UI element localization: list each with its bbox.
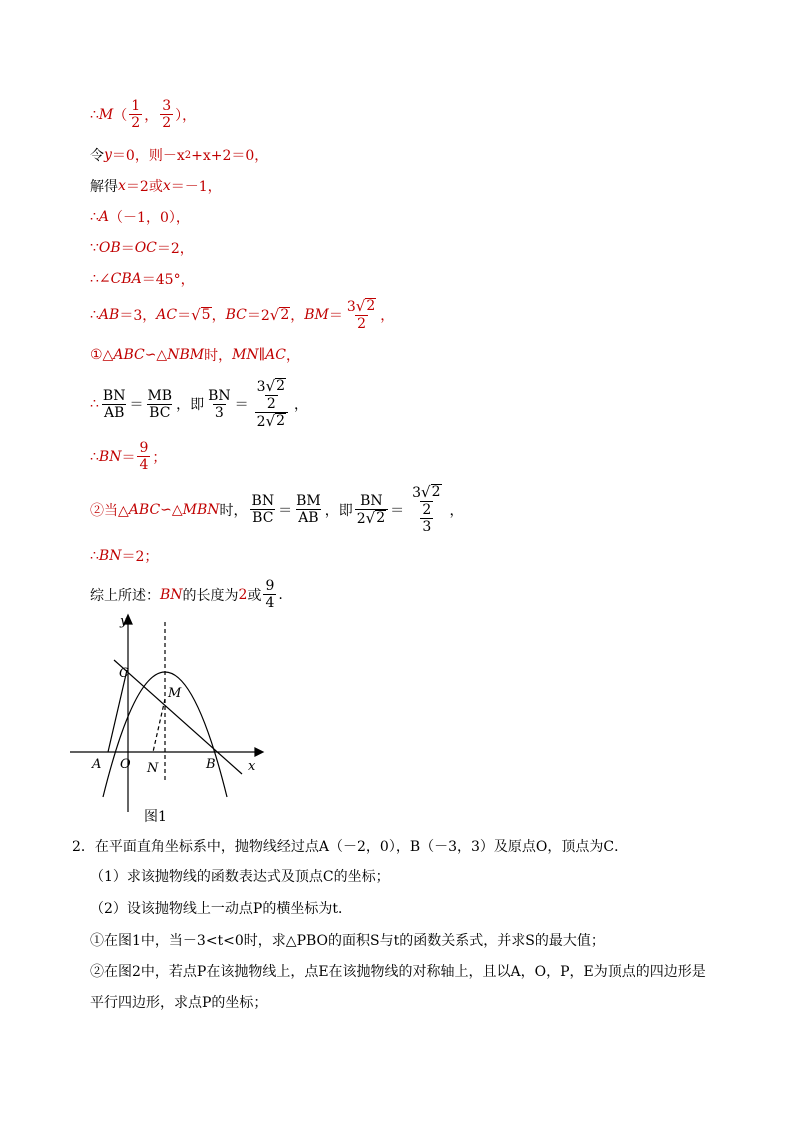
numerator xyxy=(345,298,378,315)
coef: 3 xyxy=(346,299,356,315)
point-label: A xyxy=(98,209,110,225)
figure-caption: 图1 xyxy=(144,809,167,825)
variable: y xyxy=(104,147,112,163)
text: ①△ xyxy=(90,347,114,363)
paren-open: （ xyxy=(113,107,128,124)
sqrt: √ 2 xyxy=(421,483,441,501)
solution-line-10 xyxy=(90,440,166,473)
solution-line-8 xyxy=(90,345,300,365)
text: ，即 xyxy=(324,502,353,519)
point-a-label: A xyxy=(92,757,102,772)
text: ， xyxy=(290,308,305,324)
fraction xyxy=(263,578,276,611)
question-2-part-2-ii: ②在图2中，若点P在该抛物线上，点E在该抛物线的对称轴上，且以A，O，P，E为顶点的四边形是 xyxy=(90,964,706,980)
therefore-symbol: ∴ xyxy=(90,396,99,412)
sqrt: √ 2 xyxy=(269,306,290,324)
fraction xyxy=(255,378,288,412)
text: ∽△ xyxy=(160,501,183,518)
text: . xyxy=(278,586,283,603)
fraction xyxy=(206,388,233,421)
compound-fraction xyxy=(251,378,292,430)
text: 令 xyxy=(90,148,104,164)
numerator xyxy=(255,378,288,395)
numerator: 3 xyxy=(162,98,172,114)
numerator: BN xyxy=(208,387,231,404)
denominator: AB xyxy=(298,510,319,526)
fraction xyxy=(145,388,174,421)
text: ②当△ xyxy=(90,502,129,519)
point-label: M xyxy=(98,106,114,123)
numerator xyxy=(251,378,292,412)
coef: 3 xyxy=(412,485,422,501)
question-2-part-2-ii-cont: 平行四边形，求点P的坐标； xyxy=(90,995,268,1011)
radicand: 2 xyxy=(276,378,286,394)
question-2-part-2: （2）设该抛物线上一动点P的横坐标为t． xyxy=(90,901,352,917)
therefore-symbol: ∴ xyxy=(90,209,99,225)
text: ＝2 xyxy=(246,308,270,324)
text: ＝0，则－x xyxy=(111,148,185,164)
denominator: 2 xyxy=(266,396,276,412)
coef: 2 xyxy=(356,510,366,527)
solution-line-11 xyxy=(90,484,464,535)
figure-1 xyxy=(70,612,270,827)
radicand: 2 xyxy=(366,298,376,314)
point-c-label: C xyxy=(119,666,129,681)
numerator: BM xyxy=(296,493,321,509)
equals: ＝ xyxy=(390,502,405,519)
text: （－1，0）， xyxy=(109,210,190,226)
text: ； xyxy=(152,449,167,466)
coef: 3 xyxy=(256,379,266,395)
denominator: 2 xyxy=(162,115,172,131)
segment: BM xyxy=(304,307,329,323)
text: ＝3， xyxy=(119,308,157,324)
point-n-label: N xyxy=(147,761,159,776)
text: 解得 xyxy=(90,179,118,195)
numerator: BN xyxy=(102,387,126,404)
radicand: 2 xyxy=(280,307,290,323)
sqrt: √ 2 xyxy=(355,297,376,315)
denominator: 2 xyxy=(357,316,367,332)
segment: MN xyxy=(232,347,259,363)
denominator: BC xyxy=(149,404,171,421)
fraction xyxy=(250,493,277,526)
sqrt: √ 2 xyxy=(365,508,386,527)
segment-mn xyxy=(153,699,165,752)
therefore-symbol: ∴ xyxy=(90,548,99,564)
equals: ＝ xyxy=(278,502,293,519)
compound-fraction xyxy=(406,484,447,535)
text: ， xyxy=(380,308,395,324)
solution-line-13 xyxy=(90,578,283,611)
numerator: BN xyxy=(251,493,275,509)
text: +x+2＝0， xyxy=(191,148,269,164)
numerator: 9 xyxy=(265,578,275,594)
solution-line-1 xyxy=(90,98,196,131)
segment: BC xyxy=(225,307,247,323)
text: ＝45°， xyxy=(141,272,195,288)
denominator: 3 xyxy=(214,404,224,421)
sqrt: √ 2 xyxy=(265,377,286,395)
denominator: BC xyxy=(252,510,274,526)
fraction xyxy=(410,484,443,518)
text: ＝2或 xyxy=(125,179,163,195)
denominator: 2 xyxy=(422,502,432,518)
question-2-part-1: （1）求该抛物线的函数表达式及顶点C的坐标； xyxy=(90,869,390,885)
segment: BN xyxy=(160,586,183,603)
solution-line-5 xyxy=(90,238,194,258)
denominator: AB xyxy=(103,404,125,421)
text: ∽△ xyxy=(144,347,168,363)
exponent: 2 xyxy=(184,149,192,161)
equals: ＝ xyxy=(129,397,144,413)
solution-line-4 xyxy=(90,207,190,227)
solution-line-7 xyxy=(90,298,394,332)
segment: OC xyxy=(134,240,157,256)
fraction xyxy=(129,98,142,131)
fraction xyxy=(355,493,388,527)
question-2-part-2-i: ①在图1中，当－3<t<0时，求△PBO的面积S与t的函数关系式，并求S的最大值； xyxy=(90,933,605,949)
therefore-symbol: ∴ xyxy=(90,106,99,123)
triangle: MBN xyxy=(182,501,220,518)
radicand: 2 xyxy=(376,509,386,526)
numerator: MB xyxy=(147,387,173,404)
text: ， xyxy=(211,308,226,324)
text: 时， xyxy=(219,502,248,519)
denominator: 4 xyxy=(265,595,275,611)
text: 综上所述： xyxy=(90,587,160,604)
because-symbol: ∵ xyxy=(90,240,99,256)
question-2-stem: 2．在平面直角坐标系中，抛物线经过点A（－2，0），B（－3，3）及原点O，顶点为C． xyxy=(72,839,629,855)
fraction xyxy=(101,388,128,421)
text: ， xyxy=(449,502,464,519)
solution-line-2 xyxy=(90,145,268,165)
triangle: ABC xyxy=(113,347,145,363)
text: ＝ xyxy=(121,449,136,466)
segment: AC xyxy=(156,307,178,323)
text: ，即 xyxy=(176,397,205,413)
denominator: 4 xyxy=(139,457,149,473)
numerator: 9 xyxy=(139,440,149,456)
fraction xyxy=(160,98,173,131)
segment: OB xyxy=(98,240,121,256)
coef: 2 xyxy=(256,414,266,430)
segment: BN xyxy=(98,548,122,564)
variable: x xyxy=(162,178,171,194)
denominator xyxy=(355,509,388,527)
text: ＝2， xyxy=(156,241,194,257)
text: 时， xyxy=(204,348,233,364)
numerator: 1 xyxy=(131,98,141,114)
text: 的长度为 xyxy=(182,587,239,604)
sqrt: √ 5 xyxy=(191,306,211,324)
fraction xyxy=(345,298,378,332)
text: ， xyxy=(285,348,300,364)
solution-line-12 xyxy=(90,546,158,566)
denominator: 2 xyxy=(131,115,141,131)
numerator xyxy=(406,484,447,518)
equals: ＝ xyxy=(234,397,249,413)
text: ∴∠ xyxy=(90,271,111,287)
x-axis-label: x xyxy=(248,759,256,774)
triangle: NBM xyxy=(167,347,205,363)
text: ＝ xyxy=(120,241,135,257)
parallel-symbol: ∥ xyxy=(258,347,266,363)
numerator: BN xyxy=(360,492,383,509)
denominator xyxy=(255,412,288,430)
sqrt: √ 2 xyxy=(265,412,286,430)
therefore-symbol: ∴ xyxy=(90,307,99,323)
text: ＝2； xyxy=(121,549,159,565)
radicand: 2 xyxy=(431,484,441,500)
x-axis-arrow xyxy=(255,748,263,756)
fraction xyxy=(294,493,323,526)
solution-line-6 xyxy=(90,269,195,289)
text: ＝ xyxy=(328,308,343,324)
variable: x xyxy=(118,178,126,194)
fraction xyxy=(137,440,150,473)
value: 2 xyxy=(238,586,248,603)
separator: ， xyxy=(144,107,159,124)
point-b-label: B xyxy=(206,757,216,772)
paren-close: ）， xyxy=(175,107,197,124)
text: ， xyxy=(294,397,309,413)
segment: AC xyxy=(265,347,286,363)
solution-line-9 xyxy=(90,378,308,430)
denominator: 3 xyxy=(422,519,432,535)
triangle: ABC xyxy=(128,501,161,518)
angle: CBA xyxy=(110,271,142,287)
radicand: 2 xyxy=(276,413,286,429)
radicand: 5 xyxy=(201,307,211,323)
point-m-label: M xyxy=(168,686,182,701)
y-axis-label: y xyxy=(120,614,128,629)
solution-line-3 xyxy=(90,176,222,196)
therefore-symbol: ∴ xyxy=(90,448,99,465)
text: ＝ xyxy=(177,308,192,324)
text: ＝－1， xyxy=(170,179,222,195)
segment: AB xyxy=(98,307,120,323)
text: 或 xyxy=(247,587,262,604)
segment: BN xyxy=(98,448,122,465)
point-o-label: O xyxy=(120,757,131,772)
line-ac xyxy=(108,670,127,752)
numerator xyxy=(410,484,443,501)
